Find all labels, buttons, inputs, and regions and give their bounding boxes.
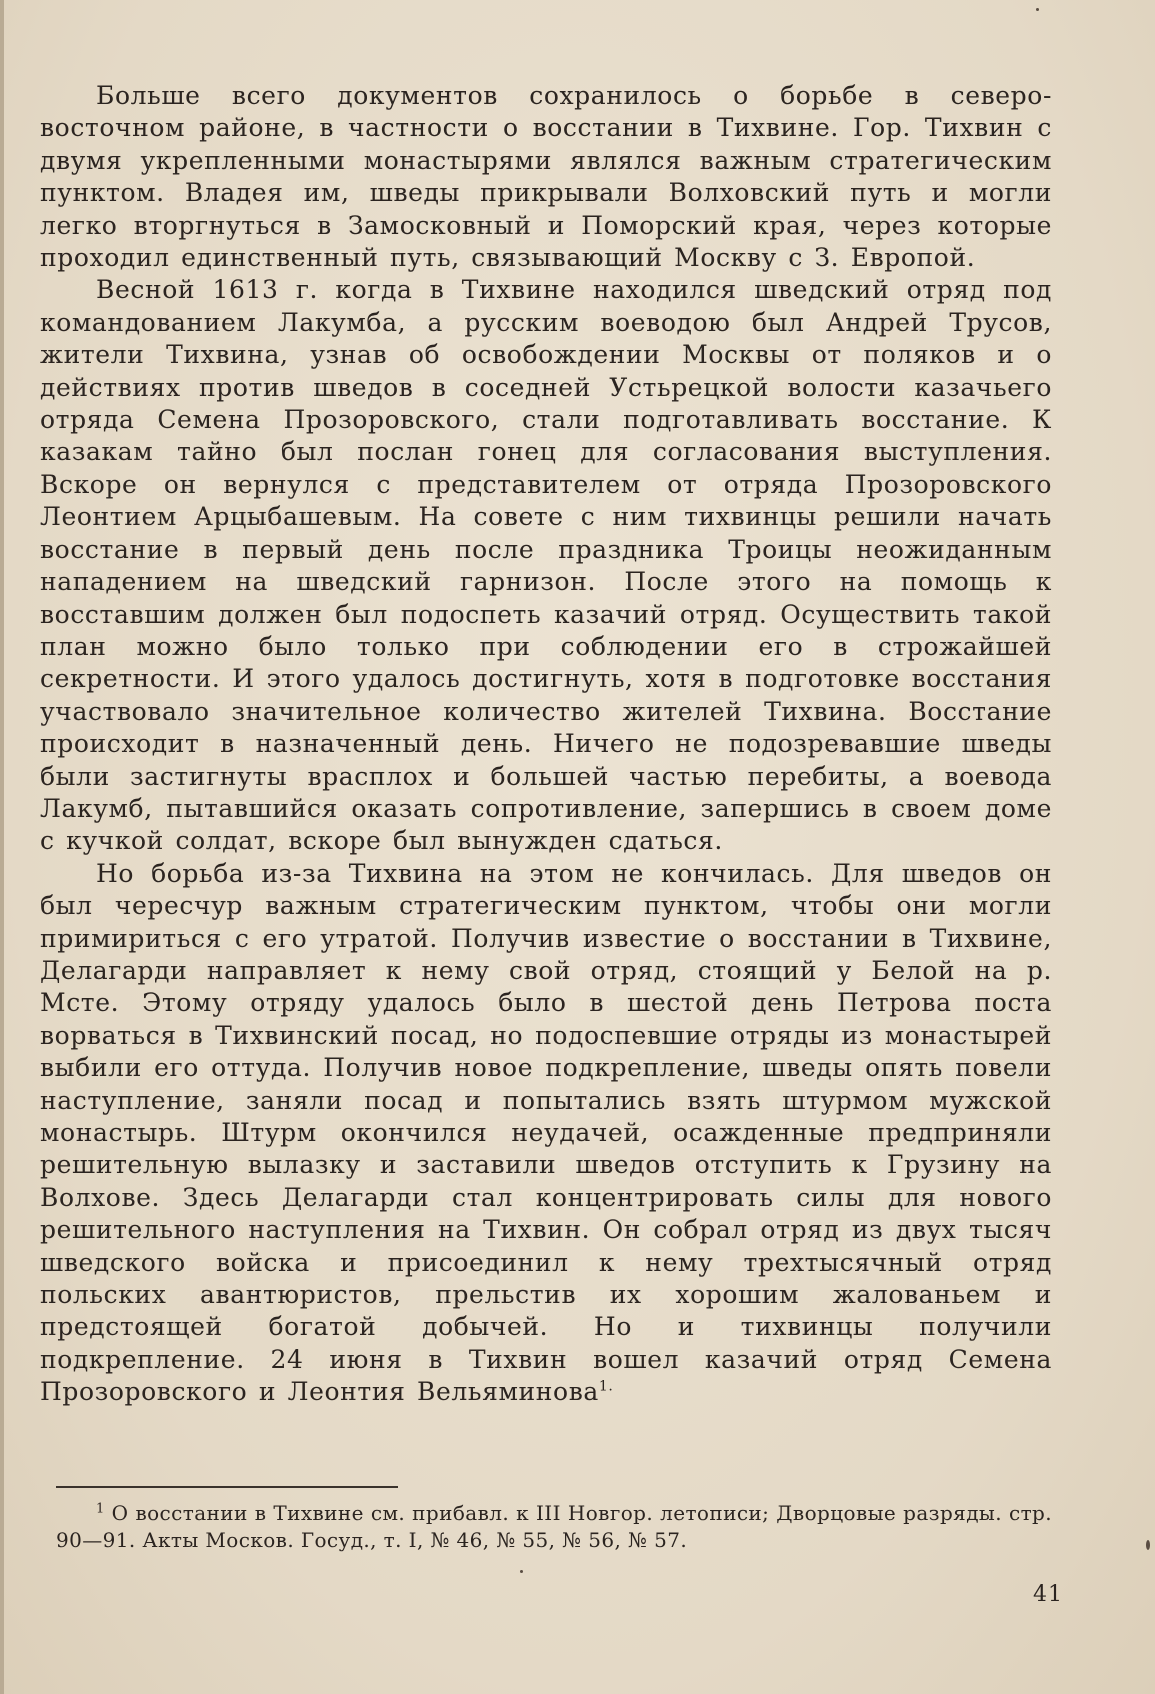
footnote xyxy=(56,1500,1052,1554)
paragraph-3-text: Но борьба из-за Тихвина на этом не кончилась. Для шведов он был чересчур важным стратегическим пунктом, чтобы они могли примириться с его утратой. Получив известие о восстании в Тихвине, Делагарди направляет к нему свой отряд, стоящий у Белой на р. Мсте. Этому отряду удалось было в шестой день Петрова поста ворваться в Тихвинский посад, но подоспевшие отряды из монастырей выбили его оттуда. Получив новое подкрепление, шведы опять повели наступление, заняли посад и попытались взять штурмом мужской монастырь. Штурм окончился неудачей, осажденные предприняли решительную вылазку и заставили шведов отступить к Грузину на Волхове. Здесь Делагарди стал концентрировать силы для нового решительного наступления на Тихвин. Он собрал отряд из двух тысяч шведского войска и присоединил к нему трехтысячный отряд польских авантюристов, прельстив их хорошим жалованьем и предстоящей богатой добычей. Но и тихвинцы получили подкрепление. 24 июня в Тихвин вошел казачий отряд Семена Прозоровского и Леонтия Вельяминова xyxy=(40,858,1052,1407)
main-text xyxy=(40,80,1052,1409)
footnote-divider xyxy=(56,1486,398,1488)
page-edge-shadow xyxy=(0,0,4,1694)
paragraph-1-text: Больше всего документов сохранилось о борьбе в северо-восточном районе, в частности о восстании в Тихвине. Гор. Тихвин с двумя укрепленными монастырями являлся важным стратегическим пунктом. Владея им, шведы прикрывали Волховский путь и могли легко вторгнуться в Замосковный и Поморский края, через которые проходил единственный путь, связывающий Москву с З. Европой. xyxy=(40,81,1052,273)
paper-speck xyxy=(520,1570,523,1573)
footnote-text: О восстании в Тихвине см. прибавл. к III Новгор. летописи; Дворцовые разряды. стр. 90—91. Акты Москов. Госуд., т. I, № 46, № 55, № 56, № 57. xyxy=(56,1501,1053,1552)
paper-speck xyxy=(1036,8,1039,11)
paragraph-1 xyxy=(40,80,1052,274)
paragraph-3 xyxy=(40,858,1052,1409)
footnote-reference: 1. xyxy=(598,1378,614,1395)
paper-speck xyxy=(1146,1540,1150,1550)
paragraph-2-text: Весной 1613 г. когда в Тихвине находился шведский отряд под командованием Лакумба, а русским воеводою был Андрей Трусов, жители Тихвина, узнав об освобождении Москвы от поляков и о действиях против шведов в соседней Устьрецкой волости казачьего отряда Семена Прозоровского, стали подготавливать восстание. К казакам тайно был послан гонец для согласования выступления. Вскоре он вернулся с представителем от отряда Прозоровского Леонтием Арцыбашевым. На совете с ним тихвинцы решили начать восстание в первый день после праздника Троицы неожиданным нападением на шведский гарнизон. После этого на помощь к восставшим должен был подоспеть казачий отряд. Осуществить такой план можно было только при соблюдении его в строжайшей секретности. И этого удалось достигнуть, хотя в подготовке восстания участвовало значительное количество жителей Тихвина. Восстание происходит в назначенный день. Ничего не подозревавшие шведы были застигнуты врасплох и большей частью перебиты, а воевода Лакумб, пытавшийся оказать сопротивление, запершись в своем доме с кучкой солдат, вскоре был вынужден сдаться. xyxy=(40,275,1052,856)
page-number: 41 xyxy=(1033,1582,1063,1607)
footnote-mark: 1 xyxy=(96,1501,105,1517)
paragraph-2 xyxy=(40,274,1052,857)
